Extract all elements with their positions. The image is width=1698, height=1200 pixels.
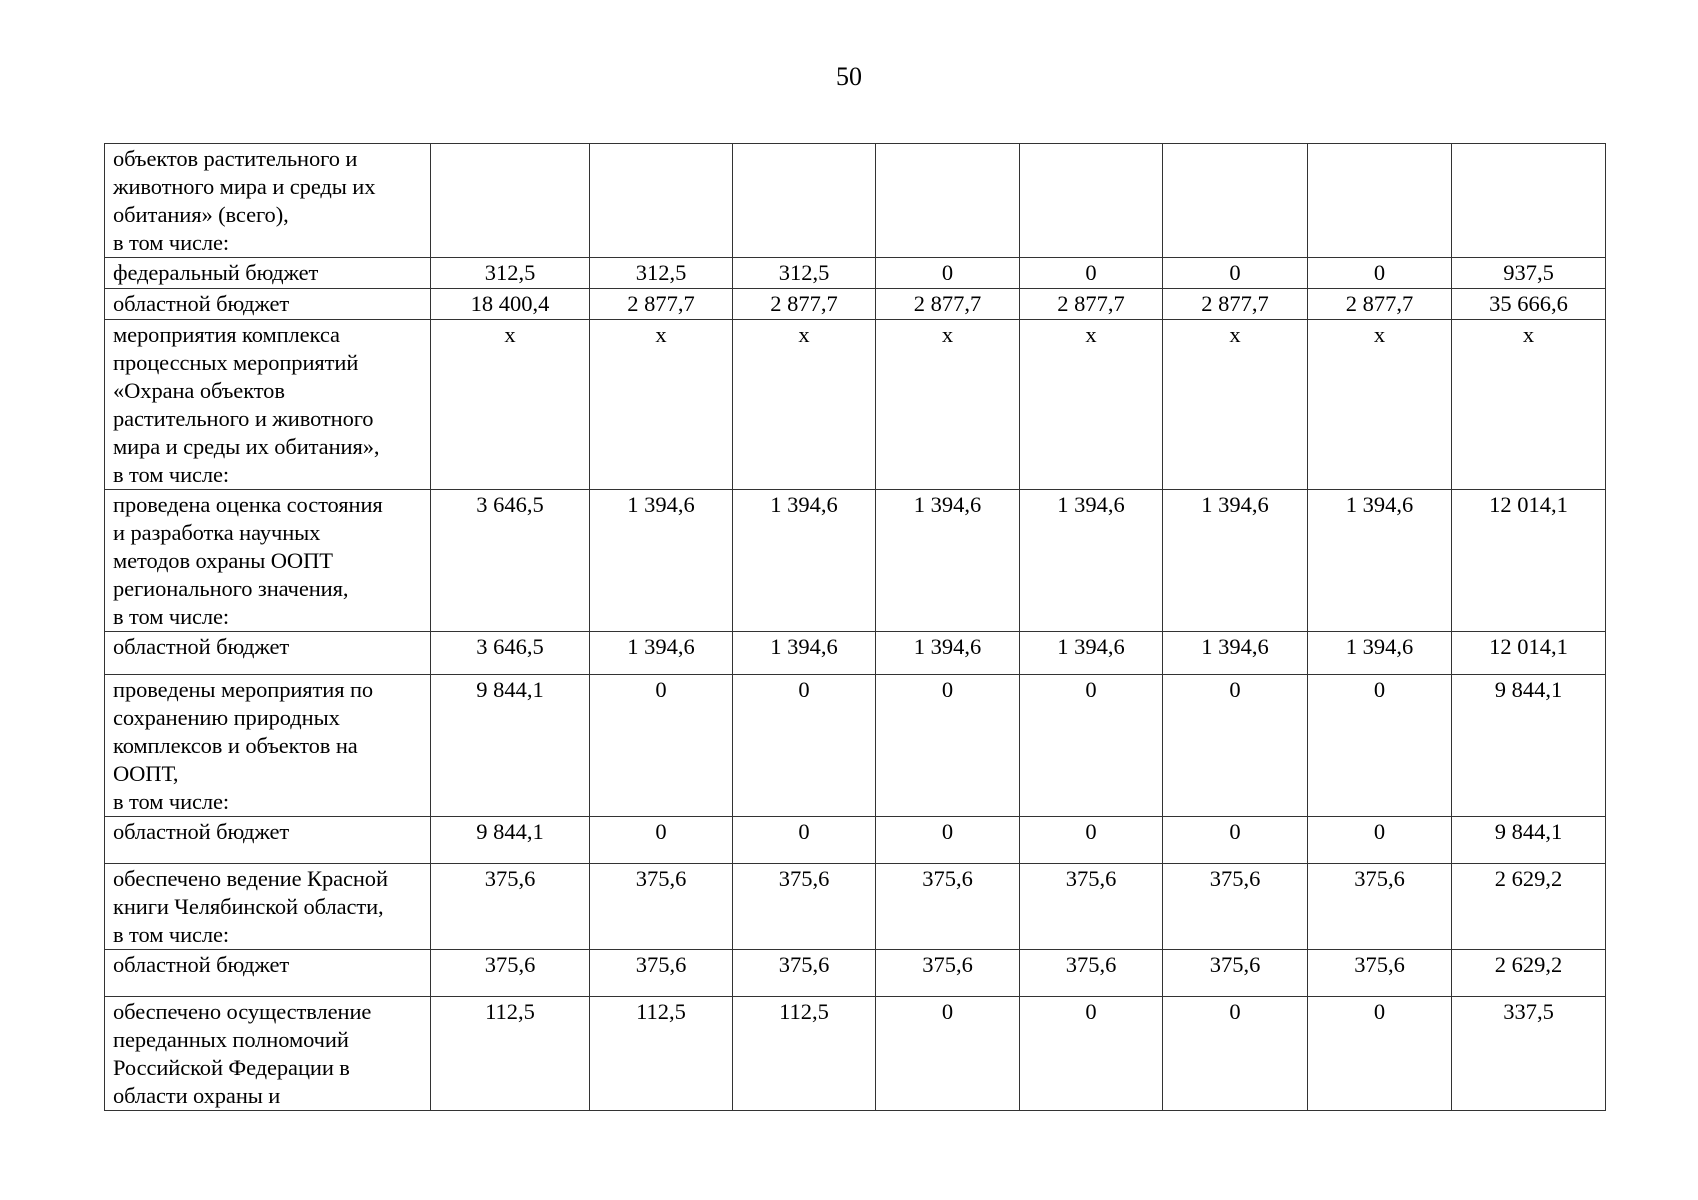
row-label-cell: обеспечено ведение Красной книги Челябинской области, в том числе:	[105, 864, 431, 950]
value-cell: 2 877,7	[733, 289, 876, 320]
value-cell	[431, 144, 590, 258]
value-cell: 0	[590, 675, 733, 817]
value-cell: 2 877,7	[876, 289, 1020, 320]
total-value-cell: 35 666,6	[1452, 289, 1606, 320]
value-cell: x	[590, 320, 733, 490]
row-label-cell: областной бюджет	[105, 817, 431, 864]
value-cell: 0	[733, 817, 876, 864]
value-cell: 0	[1020, 817, 1163, 864]
value-cell: 0	[1163, 997, 1308, 1111]
value-cell: 1 394,6	[876, 490, 1020, 632]
value-cell: x	[876, 320, 1020, 490]
value-cell: 112,5	[431, 997, 590, 1111]
table-row	[105, 632, 1606, 675]
value-cell: 1 394,6	[1020, 632, 1163, 675]
value-cell: 2 877,7	[1163, 289, 1308, 320]
value-cell: 0	[876, 817, 1020, 864]
value-cell: 375,6	[1308, 864, 1452, 950]
value-cell: 375,6	[1020, 950, 1163, 997]
value-cell: x	[1020, 320, 1163, 490]
row-label-cell: федеральный бюджет	[105, 258, 431, 289]
value-cell: 3 646,5	[431, 632, 590, 675]
value-cell: 375,6	[876, 864, 1020, 950]
row-label-cell: проведена оценка состояния и разработка научных методов охраны ООПТ регионального значения, в том числе:	[105, 490, 431, 632]
value-cell: x	[733, 320, 876, 490]
value-cell: 0	[733, 675, 876, 817]
table-row	[105, 675, 1606, 817]
row-label-cell: объектов растительного и животного мира и среды их обитания» (всего), в том числе:	[105, 144, 431, 258]
total-value-cell: 9 844,1	[1452, 675, 1606, 817]
value-cell: 1 394,6	[1163, 490, 1308, 632]
value-cell: 9 844,1	[431, 817, 590, 864]
value-cell: 0	[1020, 675, 1163, 817]
value-cell: 0	[1308, 997, 1452, 1111]
page-number: 50	[836, 62, 862, 91]
total-value-cell: 937,5	[1452, 258, 1606, 289]
total-value-cell: 9 844,1	[1452, 817, 1606, 864]
value-cell	[1308, 144, 1452, 258]
value-cell	[590, 144, 733, 258]
value-cell: 1 394,6	[1308, 490, 1452, 632]
table-row	[105, 997, 1606, 1111]
total-value-cell: 12 014,1	[1452, 632, 1606, 675]
budget-table	[104, 143, 1606, 1111]
value-cell: 375,6	[431, 950, 590, 997]
value-cell: 375,6	[1308, 950, 1452, 997]
value-cell: 0	[1020, 997, 1163, 1111]
value-cell: 375,6	[1163, 950, 1308, 997]
value-cell: 1 394,6	[590, 632, 733, 675]
total-value-cell: x	[1452, 320, 1606, 490]
table-row	[105, 490, 1606, 632]
value-cell: 0	[1308, 258, 1452, 289]
value-cell: 1 394,6	[1163, 632, 1308, 675]
value-cell: 1 394,6	[590, 490, 733, 632]
value-cell: 9 844,1	[431, 675, 590, 817]
total-value-cell: 12 014,1	[1452, 490, 1606, 632]
total-value-cell: 2 629,2	[1452, 864, 1606, 950]
value-cell: 375,6	[733, 864, 876, 950]
value-cell: 375,6	[590, 864, 733, 950]
value-cell: 375,6	[1163, 864, 1308, 950]
value-cell: 0	[876, 675, 1020, 817]
value-cell	[1163, 144, 1308, 258]
value-cell	[876, 144, 1020, 258]
value-cell: x	[1308, 320, 1452, 490]
value-cell: 0	[1020, 258, 1163, 289]
row-label-cell: мероприятия комплекса процессных мероприятий «Охрана объектов растительного и животного мира и среды их обитания», в том числе:	[105, 320, 431, 490]
value-cell: 18 400,4	[431, 289, 590, 320]
table-row	[105, 864, 1606, 950]
value-cell: 375,6	[590, 950, 733, 997]
value-cell: 3 646,5	[431, 490, 590, 632]
row-label-cell: областной бюджет	[105, 289, 431, 320]
table-row	[105, 320, 1606, 490]
value-cell: 1 394,6	[1020, 490, 1163, 632]
value-cell: 1 394,6	[876, 632, 1020, 675]
table-row	[105, 289, 1606, 320]
total-value-cell: 337,5	[1452, 997, 1606, 1111]
value-cell: 375,6	[733, 950, 876, 997]
value-cell: 312,5	[733, 258, 876, 289]
value-cell: 0	[1163, 817, 1308, 864]
value-cell: 2 877,7	[1308, 289, 1452, 320]
value-cell: 2 877,7	[590, 289, 733, 320]
row-label-cell: обеспечено осуществление переданных полномочий Российской Федерации в области охраны и	[105, 997, 431, 1111]
value-cell: 0	[876, 997, 1020, 1111]
value-cell: x	[1163, 320, 1308, 490]
value-cell: 0	[876, 258, 1020, 289]
value-cell: 375,6	[431, 864, 590, 950]
value-cell: 375,6	[876, 950, 1020, 997]
value-cell: x	[431, 320, 590, 490]
table-row	[105, 817, 1606, 864]
value-cell: 0	[1308, 817, 1452, 864]
row-label-cell: областной бюджет	[105, 632, 431, 675]
table-row	[105, 950, 1606, 997]
value-cell: 0	[590, 817, 733, 864]
value-cell: 2 877,7	[1020, 289, 1163, 320]
value-cell: 0	[1163, 258, 1308, 289]
value-cell: 112,5	[590, 997, 733, 1111]
table-row	[105, 258, 1606, 289]
total-value-cell	[1452, 144, 1606, 258]
value-cell: 312,5	[431, 258, 590, 289]
row-label-cell: проведены мероприятия по сохранению природных комплексов и объектов на ООПТ, в том числе:	[105, 675, 431, 817]
value-cell	[1020, 144, 1163, 258]
value-cell: 112,5	[733, 997, 876, 1111]
value-cell: 375,6	[1020, 864, 1163, 950]
value-cell: 0	[1163, 675, 1308, 817]
value-cell: 1 394,6	[1308, 632, 1452, 675]
total-value-cell: 2 629,2	[1452, 950, 1606, 997]
value-cell	[733, 144, 876, 258]
value-cell: 0	[1308, 675, 1452, 817]
row-label-cell: областной бюджет	[105, 950, 431, 997]
table-body	[105, 144, 1606, 1111]
table-row	[105, 144, 1606, 258]
value-cell: 1 394,6	[733, 632, 876, 675]
value-cell: 312,5	[590, 258, 733, 289]
value-cell: 1 394,6	[733, 490, 876, 632]
